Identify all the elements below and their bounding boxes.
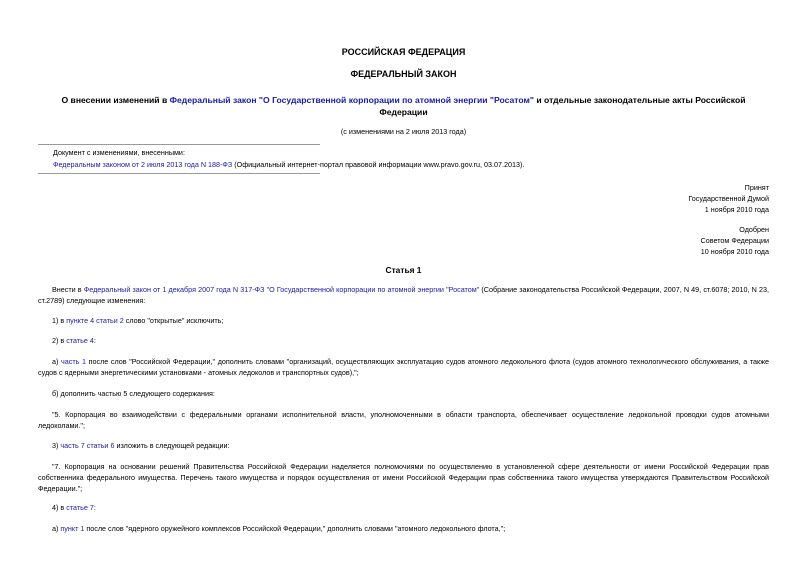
paragraph-item-4 (38, 502, 769, 513)
text: Внести в (52, 285, 84, 294)
law-317-link[interactable]: Федеральный закон от 1 декабря 2007 года N 317-ФЗ "О Государственной корпорации по атомной энергии "Росатом" (83, 285, 480, 294)
title-suffix: и отдельные законодательные акты Российской Федерации (379, 95, 746, 117)
text: а) (52, 357, 62, 366)
paragraph-quote-5: "5. Корпорация во взаимодействии с федеральными органами исполнительной власти, уполномоченными в области транспорта, обеспечивает осуществление ледокольной проводки судов атомными ледоколами."; (38, 410, 769, 431)
document-title (38, 95, 769, 118)
article-2-link[interactable]: пункте 4 статьи 2 (66, 316, 124, 325)
text: после слов "Российской Федерации," дополнить словами "организаций, осуществляющих эксплуатацию судов атомного ледокольного флота (судов атомного технологического обслуживания, а также судов с ядерными энергетическими установками - атомных ледоколов и транспортных судов),"; (38, 357, 770, 378)
point-1-link[interactable]: пункт 1 (60, 524, 85, 533)
paragraph-item-1 (38, 315, 769, 326)
paragraph-intro (38, 284, 769, 306)
adopted-date: 1 ноября 2010 года (704, 205, 769, 215)
text: после слов "ядерного оружейного комплексов Российской Федерации," дополнить словами "атомного ледокольного флота,"; (84, 524, 506, 533)
approved-date: 10 ноября 2010 года (700, 247, 769, 257)
paragraph-quote-7: "7. Корпорация на основании решений Правительства Российской Федерации наделяется полномочиями по осуществлению в установленной сфере деятельности от имени Российской Федерации прав собственника федерального имущества. Перечень такого имущества и порядок осуществления от имени Российской Федерации прав собственника такого имущества утверждаются Правительством Российской Федерации."; (38, 462, 769, 494)
text: изложить в следующей редакции: (114, 441, 230, 450)
changes-divider-top (38, 144, 320, 145)
text: (Собрание законодательства Российской Федерации, 2007, N 49, ст.6078; 2010, N 23, ст.2789) следующие изменения: (38, 285, 769, 306)
article-7-link[interactable]: статье 7 (66, 503, 94, 512)
revision-note: (с изменениями на 2 июля 2013 года) (340, 127, 467, 136)
text: : (93, 503, 96, 512)
paragraph-item-3 (38, 440, 769, 451)
article-6-link[interactable]: часть 7 статьи 6 (60, 441, 115, 450)
changes-divider-bottom (38, 173, 320, 174)
changes-line (53, 159, 524, 171)
text: слово "открытые" исключить; (123, 316, 224, 325)
paragraph-item-4a (38, 523, 769, 534)
paragraph-item-2a (38, 356, 769, 378)
country-heading: РОССИЙСКАЯ ФЕДЕРАЦИЯ (341, 47, 466, 57)
approved-block (701, 224, 769, 257)
text: 1) в (52, 316, 67, 325)
text: 2) в (52, 336, 67, 345)
title-prefix: О внесении изменений в (61, 95, 170, 105)
doc-type-heading: ФЕДЕРАЛЬНЫЙ ЗАКОН (350, 69, 457, 79)
text: а) (52, 524, 61, 533)
changes-block (53, 147, 524, 170)
adopted-body: Государственной Думой (688, 194, 769, 204)
approved-body: Советом Федерации (700, 236, 769, 246)
adopted-label: Принят (744, 183, 769, 192)
text: 3) (52, 441, 61, 450)
changes-source: (Официальный интернет-портал правовой информации www.pravo.gov.ru, 03.07.2013). (232, 159, 525, 169)
adopted-block (688, 182, 769, 215)
article-4-link[interactable]: статье 4 (66, 336, 94, 345)
approved-label: Одобрен (739, 225, 769, 234)
paragraph-item-2 (38, 335, 769, 346)
part-1-link[interactable]: часть 1 (61, 357, 87, 366)
changes-law-link[interactable]: Федеральным законом от 2 июля 2013 года N 188-ФЗ (53, 159, 233, 169)
article-heading: Статья 1 (385, 265, 422, 275)
text: 4) в (52, 503, 67, 512)
paragraph-item-2b: б) дополнить частью 5 следующего содержания: (52, 389, 215, 398)
text: : (93, 336, 96, 345)
title-law-link[interactable]: Федеральный закон "О Государственной корпорации по атомной энергии "Росатом" (169, 95, 534, 105)
changes-label: Документ с изменениями, внесенными: (53, 148, 185, 157)
